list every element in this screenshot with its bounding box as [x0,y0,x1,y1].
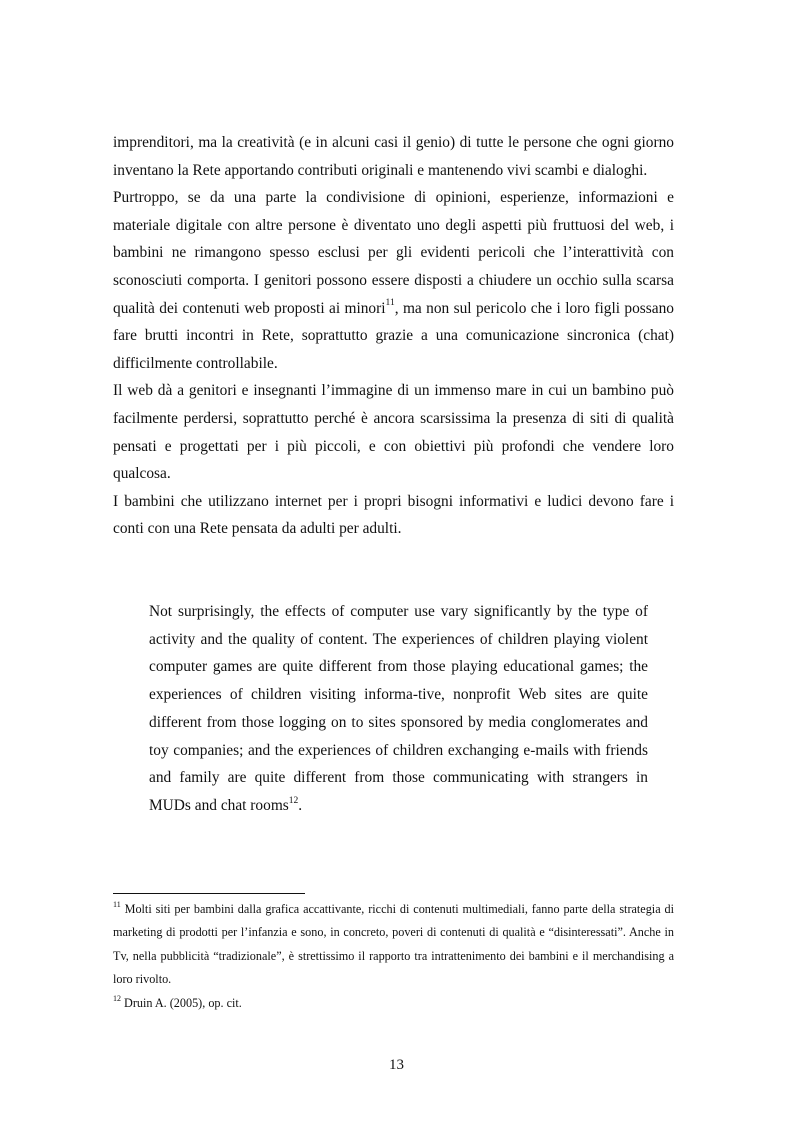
paragraph-2-text-after: , ma non sul pericolo che i loro figli possano fare brutti incontri in Rete, soprattutto grazie a una comunicazione sincronica (chat) difficilmente controllabile. [113,299,675,372]
page-number: 13 [389,1057,404,1073]
footnote-number-11: 11 [113,899,121,909]
footnote-11 [113,898,674,992]
paragraph-1: imprenditori, ma la creatività (e in alcuni casi il genio) di tutte le persone che ogni giorno inventano la Rete apportando contributi originali e mantenendo vivi scambi e dialoghi. [113,134,674,179]
footnote-ref-12[interactable]: 12 [288,795,299,806]
quote-end: . [298,796,303,814]
footnote-number-12: 12 [113,993,121,1003]
paragraph-2-text-before: Purtroppo, se da una parte la condivisione di opinioni, esperienze, informazioni e materiale digitale con altre persone è diventato uno degli aspetti più fruttuosi del web, i bambini ne rimangono spesso esclusi per gli evidenti pericoli che l’interattività con sconosciuti comporta. I genitori possono essere disposti a chiudere un occhio sulla scarsa qualità dei contenuti web proposti ai minori [113,189,674,317]
quote-body: Not surprisingly, the effects of computer use vary significantly by the type of activity and the quality of content. The experiences of children playing violent computer games are quite different from those playing educational games; the experiences of children visiting informa-tive, nonprofit Web sites are quite different from those logging on to sites sponsored by media conglomerates and toy companies; and the experiences of children exchanging e-mails with friends and family are quite different from those communicating with strangers in MUDs and chat rooms [149,603,648,814]
block-quote [149,598,648,820]
paragraph-4: I bambini che utilizzano internet per i propri bisogni informativi e ludici devono fare i conti con una Rete pensata da adulti per adulti. [113,492,674,538]
paragraph-2 [113,184,674,377]
quote-text [149,598,648,820]
footnote-ref-11[interactable]: 11 [385,298,395,309]
footnote-separator [113,893,305,894]
body-text [113,129,674,543]
paragraph-3: Il web dà a genitori e insegnanti l’immagine di un immenso mare in cui un bambino può facilmente perdersi, soprattutto perché è ancora scarsissima la presenza di siti di qualità pensati e progettati per i più piccoli, e con obiettivi più profondi che vendere loro qualcosa. [113,382,674,483]
footnote-text-12: Druin A. (2005), op. cit. [121,995,242,1010]
footnotes [113,898,674,1015]
footnote-12 [113,992,674,1015]
footnote-text-11: Molti siti per bambini dalla grafica accattivante, ricchi di contenuti multimediali, fanno parte della strategia di marketing di prodotti per l’infanzia e sono, in concreto, poveri di contenuti di qualità e “disinteressati”. Anche in Tv, nella pubblicità “tradizionale”, è strettissimo il rapporto tra intrattenimento dei bambini e il merchandising a loro rivolto. [113,902,674,987]
